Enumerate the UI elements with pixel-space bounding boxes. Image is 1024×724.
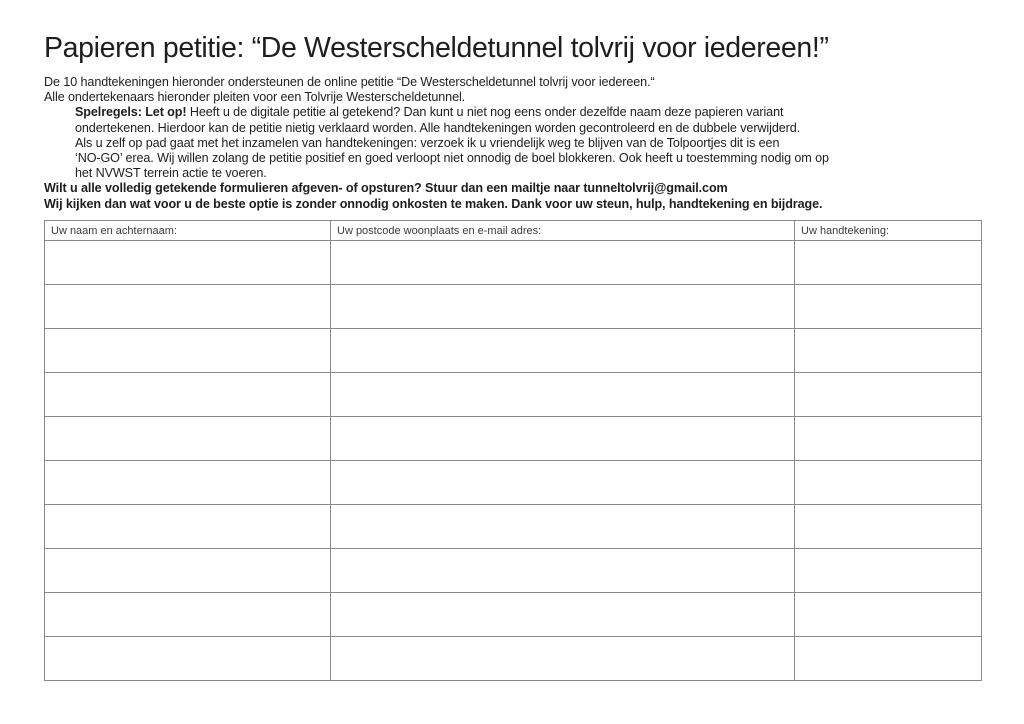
table-row [45, 241, 982, 285]
rules-line-5: het NVWST terrein actie te voeren. [75, 166, 267, 181]
signature-cell[interactable] [795, 285, 982, 329]
signature-rows [45, 241, 982, 681]
signature-cell[interactable] [795, 505, 982, 549]
signature-cell[interactable] [795, 373, 982, 417]
table-row [45, 417, 982, 461]
name-cell[interactable] [45, 241, 331, 285]
address-email-cell[interactable] [331, 373, 795, 417]
name-cell[interactable] [45, 285, 331, 329]
signature-cell[interactable] [795, 593, 982, 637]
address-email-cell[interactable] [331, 241, 795, 285]
table-row [45, 505, 982, 549]
header-signature: Uw handtekening: [795, 221, 982, 241]
signature-cell[interactable] [795, 417, 982, 461]
header-address-email: Uw postcode woonplaats en e-mail adres: [331, 221, 795, 241]
signature-cell[interactable] [795, 549, 982, 593]
name-cell[interactable] [45, 373, 331, 417]
address-email-cell[interactable] [331, 461, 795, 505]
intro-line-1: De 10 handtekeningen hieronder ondersteunen de online petitie “De Westerscheldetunnel tolvrij voor iedereen.“ [44, 75, 655, 89]
table-row [45, 373, 982, 417]
rules-line-2: ondertekenen. Hierdoor kan de petitie nietig verklaard worden. Alle handtekeningen worden gecontroleerd en de dubbele verwijderd. [75, 120, 801, 135]
address-email-cell[interactable] [331, 637, 795, 681]
address-email-cell[interactable] [331, 593, 795, 637]
intro-line-2: Alle ondertekenaars hieronder pleiten voor een Tolvrije Westerscheldetunnel. [44, 90, 466, 105]
rules-label: Spelregels: Let op! [75, 105, 187, 120]
header-name: Uw naam en achternaam: [45, 221, 331, 241]
intro-text [44, 75, 1004, 212]
name-cell[interactable] [45, 637, 331, 681]
address-email-cell[interactable] [331, 549, 795, 593]
instruction-line-1: Wilt u alle volledig getekende formulieren afgeven- of opsturen? Stuur dan een mailtje naar tunneltolvrij@gmail.com [44, 181, 728, 196]
rules-line-3: Als u zelf op pad gaat met het inzamelen van handtekeningen: verzoek ik u vriendelijk weg te blijven van de Tolpoortjes dit is een [75, 135, 780, 150]
rules-text-1: Heeft u de digitale petitie al getekend? Dan kunt u niet nog eens onder dezelfde naam deze papieren variant [186, 105, 784, 120]
name-cell[interactable] [45, 417, 331, 461]
address-email-cell[interactable] [331, 505, 795, 549]
table-row [45, 285, 982, 329]
address-email-cell[interactable] [331, 285, 795, 329]
rules-line-1 [44, 105, 1004, 120]
address-email-cell[interactable] [331, 329, 795, 373]
rules-line-4: ‘NO-GO’ erea. Wij willen zolang de petitie positief en goed verloopt niet onnodig de boel blokkeren. Ook heeft u toestemming nodig om op [75, 151, 829, 166]
name-cell[interactable] [45, 329, 331, 373]
address-email-cell[interactable] [331, 417, 795, 461]
page-title: Papieren petitie: “De Westerscheldetunnel tolvrij voor iedereen!” [44, 32, 829, 64]
name-cell[interactable] [45, 593, 331, 637]
table-row [45, 549, 982, 593]
table-row [45, 593, 982, 637]
signature-cell[interactable] [795, 241, 982, 285]
table-row [45, 637, 982, 681]
name-cell[interactable] [45, 549, 331, 593]
table-header-row [45, 221, 982, 241]
signature-cell[interactable] [795, 329, 982, 373]
table-row [45, 461, 982, 505]
signature-cell[interactable] [795, 461, 982, 505]
name-cell[interactable] [45, 505, 331, 549]
signature-table [44, 220, 982, 681]
signature-cell[interactable] [795, 637, 982, 681]
name-cell[interactable] [45, 461, 331, 505]
instruction-line-2: Wij kijken dan wat voor u de beste optie is zonder onnodig onkosten te maken. Dank voor uw steun, hulp, handtekening en bijdrage. [44, 196, 823, 211]
table-row [45, 329, 982, 373]
